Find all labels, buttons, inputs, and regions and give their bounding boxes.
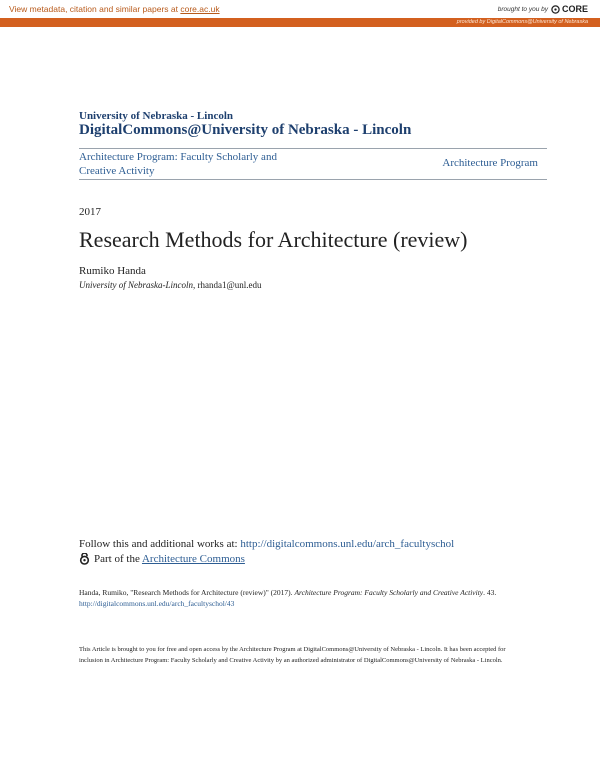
part-of-commons xyxy=(79,553,245,565)
brought-to-you-by xyxy=(498,2,588,16)
series-link[interactable]: Architecture Program: Faculty Scholarly and Creative Activity xyxy=(79,151,277,177)
article-title: Research Methods for Architecture (review) xyxy=(79,227,468,252)
provided-by-text[interactable]: provided by DigitalCommons@University of Nebraska xyxy=(456,19,588,25)
citation-text: Handa, Rumiko, "Research Methods for Architecture (review)" (2017). xyxy=(79,588,295,597)
citation-url-link[interactable]: http://digitalcommons.unl.edu/arch_facultyschol/43 xyxy=(79,599,235,608)
citation-series: Architecture Program: Faculty Scholarly and Creative Activity xyxy=(294,588,484,597)
provider-banner xyxy=(0,18,600,27)
recommended-citation xyxy=(79,587,519,609)
architecture-commons-link[interactable]: Architecture Commons xyxy=(141,553,245,565)
citation-number: . 43. xyxy=(483,588,497,597)
core-logo-text: CORE xyxy=(561,4,588,14)
repository-name[interactable]: DigitalCommons@University of Nebraska - Lincoln xyxy=(79,122,412,138)
divider-top xyxy=(79,148,547,149)
partof-label: Part of the xyxy=(94,553,142,565)
department-link[interactable]: Architecture Program xyxy=(442,157,538,169)
author-email: , rhanda1@unl.edu xyxy=(193,280,262,290)
affiliation-institution: University of Nebraska-Lincoln xyxy=(79,280,193,290)
core-logo-icon xyxy=(551,5,560,14)
author-name: Rumiko Handa xyxy=(79,265,146,277)
core-logo[interactable] xyxy=(551,4,588,14)
author-affiliation xyxy=(79,280,262,290)
collection-url-link[interactable]: http://digitalcommons.unl.edu/arch_facultyschol xyxy=(240,538,455,550)
divider-bottom xyxy=(79,179,547,180)
metadata-text: View metadata, citation and similar papers at xyxy=(9,4,181,14)
core-header-bar xyxy=(0,0,600,18)
institution-name[interactable]: University of Nebraska - Lincoln xyxy=(79,110,233,122)
core-ac-uk-link[interactable]: core.ac.uk xyxy=(180,4,220,14)
access-notice: This Article is brought to you for free and open access by the Architecture Program at DigitalCommons@University of Nebraska - Lincoln. It has been accepted for inclusion in Architecture Program: Faculty Scholarly and Creative Activity by an authorized administrator of DigitalCommons@University of Nebraska - Lincoln. xyxy=(79,646,506,664)
brought-text: brought to you by xyxy=(497,5,548,13)
open-access-icon xyxy=(79,553,90,565)
follow-works xyxy=(79,538,454,550)
publication-year: 2017 xyxy=(79,206,101,218)
view-metadata-link[interactable] xyxy=(9,4,220,14)
follow-label: Follow this and additional works at: xyxy=(79,538,241,550)
